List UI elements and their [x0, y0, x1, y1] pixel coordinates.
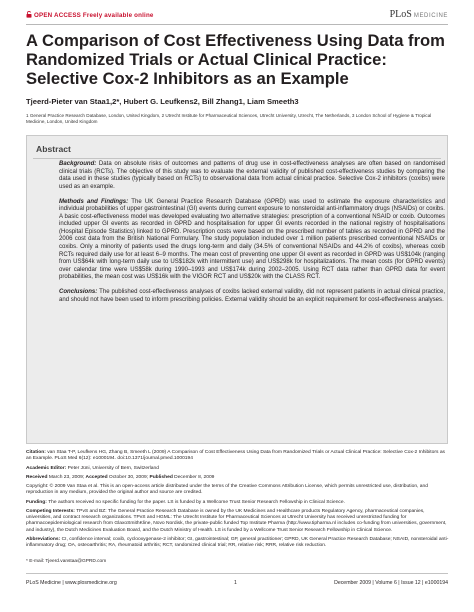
funding: [26, 500, 450, 506]
abstract-heading: Abstract: [36, 144, 71, 154]
interests-text: TPvS and BZ: The General Practice Research Database is owned by the UK Medicines and Healthcare products Regulatory Agency, pharmaceutical companies, universities, and contract research organizations. TPvS and HGML: The Utrecht Institute for Pharmaceutical Sciences at Utrecht University has received unrestricted funding for pharmacoepidemiological research from GlaxoSmithKline, Novo Nordisk, the private-public funded Top Institute Pharma (http://www.tipharma.nl includes co-funding from universities, government, and industry), the Dutch Medicines Evaluation Board, and the Dutch Ministry of Health. LS is funded by a Wellcome Trust Senior Research Fellowship in Clinical Science.: [26, 509, 447, 533]
published-date: December 8, 2009: [172, 474, 215, 480]
citation: [26, 450, 450, 462]
received-label: Received: [26, 474, 48, 480]
abstract-box: [26, 135, 448, 444]
abbrev-label: Abbreviations:: [26, 536, 61, 542]
affiliations: 1 General Practice Research Database, London, United Kingdom, 2 Utrecht Institute for Pharmaceutical Sciences, Utrecht University, Utrecht, The Netherlands, 3 London School of Hygiene & Tropical Medicine, London, United Kingdom: [26, 113, 432, 125]
page-number: 1: [234, 580, 237, 586]
funding-text: The authors received no specific funding for the paper. LS is funded by a Wellcome Trust Senior Research Fellowship in Clinical Science.: [46, 499, 345, 505]
background-text: Data on absolute risks of outcomes and patterns of drug use in cost-effectiveness analyses are often based on randomised clinical trials (RCTs). The objective of this study was to evaluate the external validity of published cost-effectiveness studies by comparing the data used in these studies (typically based on RCTs) to observational data from actual clinical practice. Selective Cox-2 inhibitors (coxibs) were used as an example.: [59, 161, 445, 190]
open-lock-icon: [26, 11, 32, 18]
footer-journal: PLoS Medicine | www.plosmedicine.org: [26, 580, 117, 586]
author-list: Tjeerd-Pieter van Staa1,2*, Hubert G. Leufkens2, Bill Zhang1, Liam Smeeth3: [26, 97, 299, 106]
methods-text: The UK General Practice Research Database (GPRD) was used to estimate the exposure characteristics and individual probabilities of upper gastrointestinal (GI) events during current exposure to nonsteroidal anti-inflammatory drugs (NSAIDs) or coxibs. A basic cost-effectiveness model was developed evaluating two alternative strategies: prescription of a conventional NSAID or coxib. Outcomes included upper GI events as recorded in GPRD and hospitalisation for upper GI events recorded in the national registry of hospitalisations (Hospital Episode Statistics) linked to GPRD. Prescription costs were based on the prescribed number of tables as recorded in GPRD and the 2006 cost data from the British National Formulary. The study population included over 1 million patients prescribed conventional NSAIDs or coxibs. Only a minority of patients used the drugs long-term and daily (34.5% of conventional NSAIDs and 44.2% of coxibs), whereas coxib RCTs required daily use for at least 6–9 months. The mean cost of preventing one upper GI event as recorded in GPRD was US$104k (ranging from US$64k with long-term daily use to US$182k with intermittent use) and US$298k for hospitalizations. The mean costs (for GPRD events) over calendar time were US$58k during 1990–1993 and US$174k during 2002–2005. Using RCT data rather than GPRD data for event probabilities, the mean cost was US$16k with the VIGOR RCT and US$20k with the CLASS RCT.: [59, 198, 445, 281]
editor-text: Peter Jüni, University of Bern, Switzerland: [66, 465, 159, 471]
article-title: A Comparison of Cost Effectiveness Using Data from Randomized Trials or Actual Clinical Practice: Selective Cox-2 Inhibitors as an Example: [26, 31, 445, 89]
abbreviations: [26, 537, 450, 549]
published-label: Published: [149, 474, 173, 480]
dates: [26, 475, 450, 481]
open-access-badge[interactable]: [26, 11, 154, 19]
abstract-body: [59, 161, 445, 312]
academic-editor: [26, 466, 450, 472]
abstract-divider: [33, 158, 441, 159]
journal-plos: PLoS: [389, 9, 412, 20]
methods-label: Methods and Findings:: [59, 198, 129, 205]
funding-label: Funding:: [26, 499, 47, 505]
received-date: March 23, 2009;: [47, 474, 86, 480]
competing-interests: [26, 509, 450, 534]
footer-issue: December 2009 | Volume 6 | Issue 12 | e1000194: [334, 580, 448, 586]
journal-logo: [390, 9, 448, 20]
abbrev-text: CI, confidence interval; coxib, cyclooxygenase-2 inhibitor; GI, gastrointestinal; GP, general practitioner; GPRD, UK General Practice Research Database; NSAID, nonsteroidal anti-inflammatory drug; OA, osteoarthritis; RA, rheumatoid arthritis; RCT, randomized clinical trial; RR, relative risk; RRR, relative risk reduction.: [26, 536, 449, 548]
conclusions-text: The published cost-effectiveness analyses of coxibs lacked external validity, did not represent patients in actual clinical practice, and should not have been used to inform prescribing policies. External validity should be an explicit requirement for cost-effectiveness analyses.: [59, 289, 445, 303]
accepted-label: Accepted: [85, 474, 108, 480]
page-header: [26, 11, 448, 25]
copyright: Copyright: © 2009 Van Staa et al. This is an open-access article distributed under the terms of the Creative Commons Attribution License, which permits unrestricted use, distribution, and reproduction in any medium, provided the original author and source are credited.: [26, 484, 428, 496]
citation-text: van Staa T-P, Leufkens HG, Zhang B, Smeeth L (2009) A Comparison of Cost Effectiveness Using Data from Randomized Trials or Actual Clinical Practice: Selective Cox-2 Inhibitors as an Example. PLoS Med 6(12): e1000194. doi:10.1371/journal.pmed.1000194: [26, 450, 445, 462]
footer-divider: [26, 573, 448, 574]
interests-label: Competing Interests:: [26, 509, 75, 515]
open-access-label: OPEN ACCESS Freely available online: [34, 12, 154, 19]
conclusions-label: Conclusions:: [59, 289, 98, 296]
background-label: Background:: [59, 161, 97, 167]
editor-label: Academic Editor:: [26, 465, 67, 471]
citation-label: Citation:: [26, 450, 46, 455]
correspondence-email[interactable]: * E-mail: Tjeerd.vanstaa@GPRD.com: [26, 559, 107, 564]
accepted-date: October 30, 2009;: [107, 474, 150, 480]
abstract-methods: [59, 199, 445, 282]
article-info: [26, 450, 450, 552]
abstract-background: [59, 161, 445, 191]
abstract-conclusions: [59, 289, 445, 304]
header-divider: [26, 24, 448, 25]
journal-medicine: MEDICINE: [413, 13, 448, 19]
